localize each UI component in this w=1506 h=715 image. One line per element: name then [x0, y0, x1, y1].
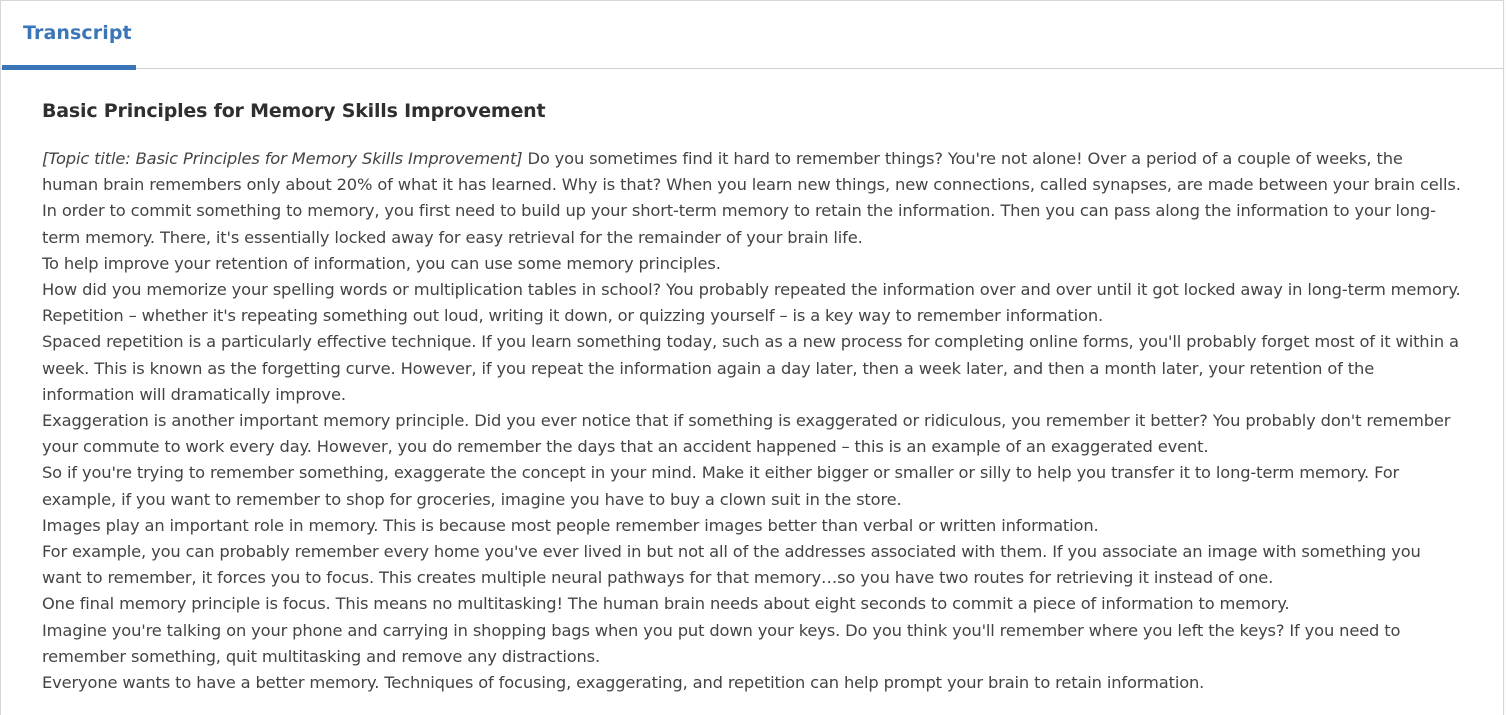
transcript-paragraph: One final memory principle is focus. This means no multitasking! The human brain needs about eight seconds to commit a piece of information to memory.	[42, 594, 1290, 614]
tab-transcript[interactable]	[2, 1, 136, 69]
tab-bar	[1, 1, 1503, 69]
tab-transcript-label: Transcript	[23, 22, 132, 44]
transcript-content	[42, 99, 1462, 696]
transcript-paragraph	[42, 146, 1462, 251]
transcript-paragraph: So if you're trying to remember something, exaggerate the concept in your mind. Make it either bigger or smaller or silly to help you transfer it to long-term memory. For example, if you want to remember to shop for groceries, imagine you have to buy a clown suit in the store.	[42, 463, 1400, 509]
transcript-body	[42, 146, 1462, 696]
transcript-paragraph: To help improve your retention of information, you can use some memory principles.	[42, 253, 721, 273]
transcript-paragraph: How did you memorize your spelling words or multiplication tables in school? You probably repeated the information over and over until it got locked away in long-term memory.	[42, 280, 1461, 300]
transcript-paragraph: Spaced repetition is a particularly effective technique. If you learn something today, such as a new process for completing online forms, you'll probably forget most of it within a week. This is known as the forgetting curve. However, if you repeat the information again a day later, then a week later, and then a month later, your retention of the information will dramatically improve.	[42, 332, 1459, 404]
transcript-paragraph: Repetition – whether it's repeating something out loud, writing it down, or quizzing yourself – is a key way to remember information.	[42, 306, 1104, 326]
active-tab-indicator	[2, 65, 136, 70]
transcript-paragraph: Imagine you're talking on your phone and carrying in shopping bags when you put down your keys. Do you think you'll remember where you left the keys? If you need to remember something, quit multitasking and remove any distractions.	[42, 620, 1401, 666]
topic-title-tag: [Topic title: Basic Principles for Memory Skills Improvement]	[42, 149, 523, 168]
transcript-paragraph: Exaggeration is another important memory principle. Did you ever notice that if something is exaggerated or ridiculous, you remember it better? You probably don't remember your commute to work every day. However, you do remember the days that an accident happened – this is an example of an exaggerated event.	[42, 411, 1451, 457]
paragraph-text: Do you sometimes find it hard to remember things? You're not alone! Over a period of a couple of weeks, the human brain remembers only about 20% of what it has learned. Why is that? When you learn new things, new connections, called synapses, are made between your brain cells. In order to commit something to memory, you first need to build up your short-term memory to retain the information. Then you can pass along the information to your long-term memory. There, it's essentially locked away for easy retrieval for the remainder of your brain life.	[42, 149, 1461, 247]
transcript-paragraph: For example, you can probably remember every home you've ever lived in but not all of the addresses associated with them. If you associate an image with something you want to remember, it forces you to focus. This creates multiple neural pathways for that memory…so you have two routes for retrieving it instead of one.	[42, 542, 1421, 588]
transcript-paragraph: Everyone wants to have a better memory. Techniques of focusing, exaggerating, and repetition can help prompt your brain to retain information.	[42, 673, 1205, 693]
transcript-paragraph: Images play an important role in memory. This is because most people remember images better than verbal or written information.	[42, 515, 1099, 535]
transcript-heading: Basic Principles for Memory Skills Improvement	[42, 100, 546, 122]
